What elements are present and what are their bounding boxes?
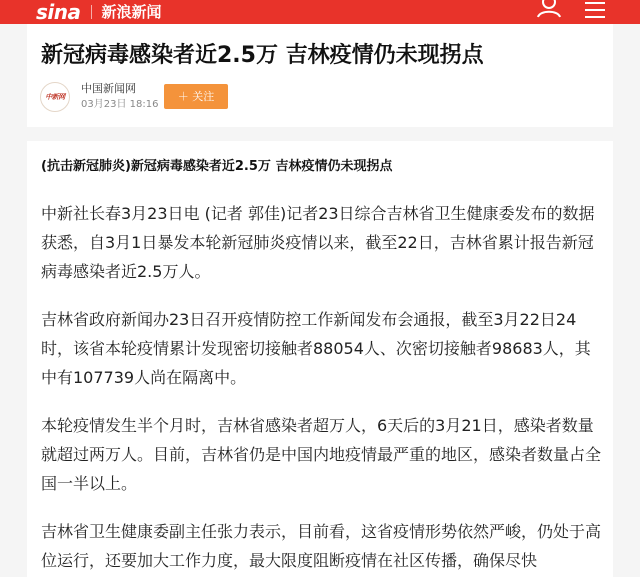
source-avatar-logo: 中新网 xyxy=(45,93,65,101)
article-paragraph: 本轮疫情发生半个月时，吉林省感染者超万人，6天后的3月21日，感染者数量就超过两万人。目前，吉林省仍是中国内地疫情最严重的地区，感染者数量占全国一半以上。 xyxy=(41,416,602,493)
channel-name[interactable]: 新浪新闻 xyxy=(101,3,162,21)
source-avatar[interactable] xyxy=(40,82,70,112)
top-nav-bar xyxy=(0,0,640,24)
follow-button[interactable]: ＋ 关注 xyxy=(164,84,228,109)
article-title: 新冠病毒感染者近2.5万 吉林疫情仍未现拐点 xyxy=(41,43,484,68)
article-body xyxy=(27,141,613,577)
article-paragraph: 吉林省政府新闻办23日召开疫情防控工作新闻发布会通报，截至3月22日24时，该省本轮疫情累计发现密切接触者88054人、次密切接触者98683人，其中有107739人尚在隔离中。 xyxy=(41,310,591,387)
user-icon[interactable] xyxy=(536,0,562,18)
article-paragraph: 吉林省卫生健康委副主任张力表示，目前看，这省疫情形势依然严峻，仍处于高位运行，还要加大工作力度，最大限度阻断疫情在社区传播，确保尽快 xyxy=(41,522,602,570)
publish-time: 03月23日 18:16 xyxy=(81,99,159,110)
article-paragraph: 中新社长春3月23日电 (记者 郭佳)记者23日综合吉林省卫生健康委发布的数据获悉，自3月1日暴发本轮新冠肺炎疫情以来，截至22日，吉林省累计报告新冠病毒感染者近2.5万人。 xyxy=(41,204,595,281)
sina-logo[interactable]: sina xyxy=(36,0,81,24)
menu-icon[interactable] xyxy=(584,0,606,18)
source-name[interactable]: 中国新闻网 xyxy=(81,82,136,95)
nav-divider xyxy=(91,5,92,19)
article-subtitle: (抗击新冠肺炎)新冠病毒感染者近2.5万 吉林疫情仍未现拐点 xyxy=(41,159,393,174)
article-header-card xyxy=(27,24,613,127)
